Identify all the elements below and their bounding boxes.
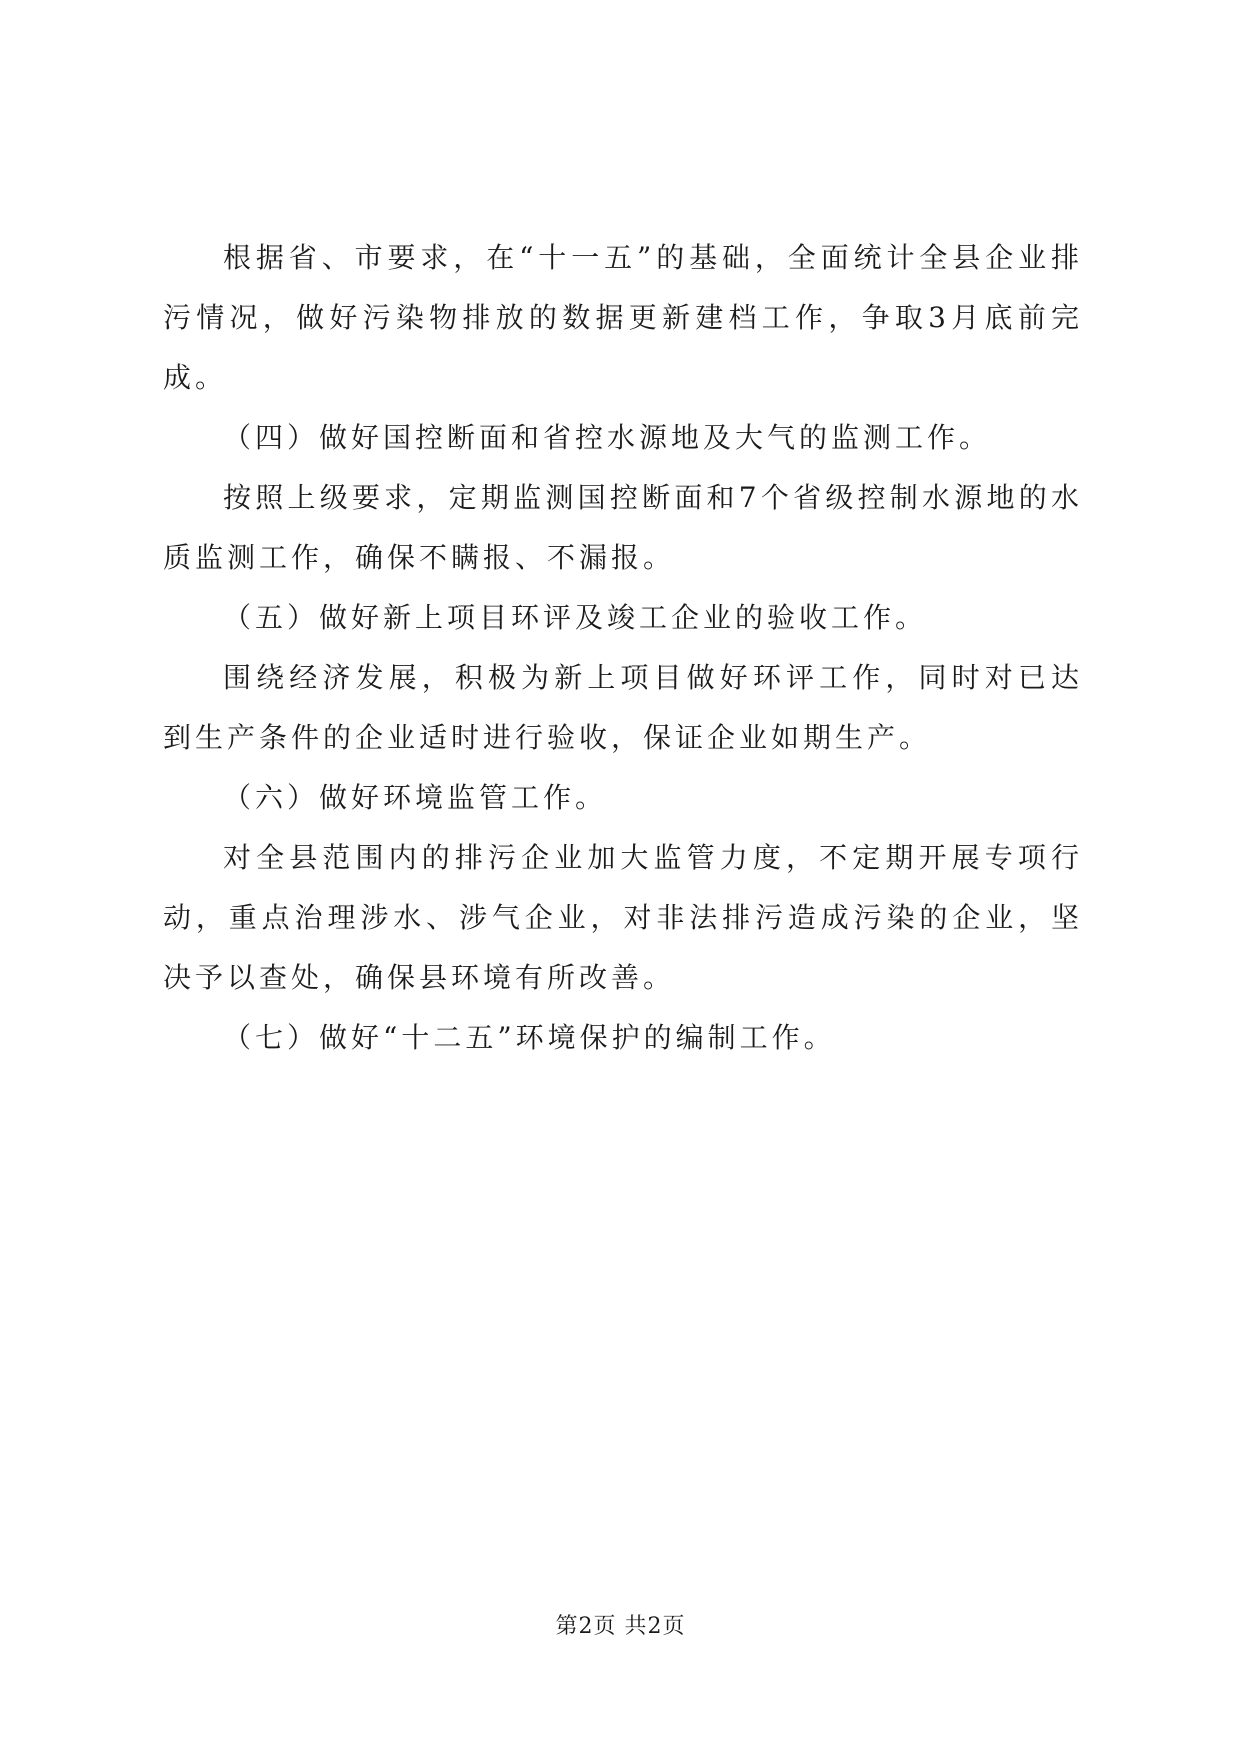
paragraph-eia-acceptance: 围绕经济发展，积极为新上项目做好环评工作，同时对已达到生产条件的企业适时进行验收，保证企业如期生产。 bbox=[163, 661, 1083, 754]
paragraph-supervision: 对全县范围内的排污企业加大监管力度，不定期开展专项行动，重点治理涉水、涉气企业，对非法排污造成污染的企业，坚决予以查处，确保县环境有所改善。 bbox=[163, 841, 1083, 994]
heading-item-4-monitoring: （四）做好国控断面和省控水源地及大气的监测工作。 bbox=[223, 421, 992, 454]
heading-item-6-supervision: （六）做好环境监管工作。 bbox=[223, 781, 608, 814]
paragraph-pollution-data: 根据省、市要求，在“十一五”的基础，全面统计全县企业排污情况，做好污染物排放的数据更新建档工作，争取3月底前完成。 bbox=[163, 241, 1083, 394]
paragraph-water-monitoring: 按照上级要求，定期监测国控断面和7个省级控制水源地的水质监测工作，确保不瞒报、不漏报。 bbox=[163, 481, 1083, 574]
heading-item-7-planning: （七）做好“十二五”环境保护的编制工作。 bbox=[223, 1021, 836, 1054]
heading-item-5-eia: （五）做好新上项目环评及竣工企业的验收工作。 bbox=[223, 601, 928, 634]
document-body bbox=[163, 228, 1083, 1068]
page-number: 第2页 共2页 bbox=[555, 1614, 686, 1639]
page-footer bbox=[0, 1612, 1241, 1642]
